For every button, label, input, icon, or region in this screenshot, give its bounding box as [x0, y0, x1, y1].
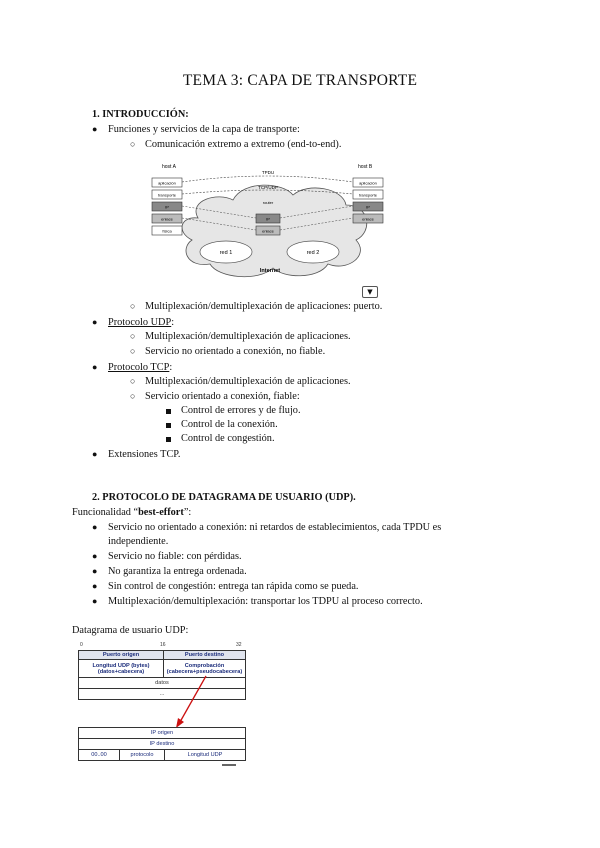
red-arrow [170, 672, 210, 730]
host-a-stack [152, 178, 182, 235]
list-item: Control de la conexión. [181, 419, 278, 430]
cell-udp-length: Longitud UDP (bytes) (datos+cabecera) [79, 660, 164, 678]
bullet: ● [92, 124, 98, 134]
list-item: Servicio no fiable: con pérdidas. [108, 551, 242, 562]
host-a-label: host A [162, 164, 176, 170]
list-item: Control de errores y de flujo. [181, 405, 301, 416]
bullet: ● [92, 317, 98, 327]
functionality-prefix: Funcionalidad “ [72, 507, 139, 518]
cell-ellipsis: ... [79, 689, 246, 700]
circle-bullet: ○ [130, 391, 136, 401]
bullet: ● [92, 566, 98, 576]
list-item: Multiplexación/demultiplexación: transportar los TDPU al proceso correcto. [108, 596, 423, 607]
protocol-udp-link: Protocolo UDP [108, 317, 172, 328]
bit-scale-32: 32 [236, 642, 242, 648]
cell-udp-length-pseudo: Longitud UDP [165, 750, 246, 761]
circle-bullet: ○ [130, 376, 136, 386]
red2-label: red 2 [306, 250, 320, 256]
layer-label: física [162, 228, 172, 234]
functionality-suffix: ”: [183, 507, 192, 518]
network-diagram [148, 160, 388, 285]
circle-bullet: ○ [130, 331, 136, 341]
router-ip-label: IP [266, 216, 270, 222]
layer-label: IP [165, 204, 169, 210]
list-item: Sin control de congestión: entrega tan rápida como se pueda. [108, 581, 359, 592]
bit-scale-0: 0 [80, 642, 83, 648]
list-item: Funciones y servicios de la capa de transporte: [108, 124, 300, 135]
list-item: Multiplexación/demultiplexación de aplicaciones. [145, 376, 351, 387]
cell-dest-port: Puerto destino [164, 651, 246, 660]
tpdu-label: TPDU [261, 170, 275, 175]
bullet: ● [92, 581, 98, 591]
udp-header-table [78, 650, 246, 700]
bullet: ● [92, 522, 98, 532]
list-item: Servicio orientado a conexión, fiable: [145, 391, 300, 402]
section2-heading: 2. PROTOCOLO DE DATAGRAMA DE USUARIO (UDP). [92, 492, 356, 503]
list-item: Multiplexación/demultiplexación de aplicaciones. [145, 331, 351, 342]
cell-ip-dest: IP destino [79, 739, 246, 750]
list-item: Extensiones TCP. [108, 449, 181, 460]
page-title: TEMA 3: CAPA DE TRANSPORTE [182, 72, 418, 89]
cell-checksum: Comprobación (cabecera+pseudocabecera) [164, 660, 246, 678]
cell-ip-source: IP origen [79, 728, 246, 739]
list-item-protocol-tcp: Protocolo TCP: [108, 362, 173, 373]
router-label: router [262, 200, 274, 205]
circle-bullet: ○ [130, 301, 136, 311]
cell-source-port: Puerto origen [79, 651, 164, 660]
layer-label: transporte [157, 192, 177, 198]
bit-scale-16: 16 [160, 642, 166, 648]
scan-mark [222, 764, 236, 766]
list-item: Servicio no orientado a conexión, no fiable. [145, 346, 326, 357]
functionality-term: best-effort [138, 507, 184, 518]
square-bullet [166, 409, 171, 414]
transport-label: TCP/UDP [258, 185, 278, 190]
circle-bullet: ○ [130, 346, 136, 356]
layer-label: enlace [362, 216, 374, 222]
figure-icon: ▼ [362, 286, 378, 298]
layer-label: aplicación [158, 180, 176, 186]
list-item: No garantiza la entrega ordenada. [108, 566, 247, 577]
red1-label: red 1 [219, 250, 233, 256]
layer-label: IP [366, 204, 370, 210]
circle-bullet: ○ [130, 139, 136, 149]
bullet: ● [92, 551, 98, 561]
internet-label: Internet [259, 268, 281, 274]
square-bullet [166, 423, 171, 428]
host-b-label: host B [358, 164, 373, 170]
cell-zeros: 00..00 [79, 750, 120, 761]
list-item-protocol-udp: Protocolo UDP: [108, 317, 175, 328]
list-item: Servicio no orientado a conexión: ni retardos de establecimientos, cada TPDU es [108, 522, 442, 533]
list-item: Comunicación extremo a extremo (end-to-end). [145, 139, 342, 150]
functionality-line [72, 506, 191, 519]
datagram-label: Datagrama de usuario UDP: [72, 625, 189, 636]
bullet: ● [92, 449, 98, 459]
protocol-tcp-link: Protocolo TCP [108, 362, 170, 373]
square-bullet [166, 437, 171, 442]
bullet: ● [92, 596, 98, 606]
layer-label: enlace [161, 216, 173, 222]
host-b-stack [353, 178, 383, 223]
tpdu-link [182, 176, 353, 182]
bullet: ● [92, 362, 98, 372]
router-link-label: enlace [262, 228, 274, 234]
section1-heading: 1. INTRODUCCIÓN: [92, 109, 189, 120]
cell-data: datos [79, 678, 246, 689]
layer-label: transporte [358, 192, 378, 198]
list-item-continuation: independiente. [108, 536, 169, 547]
list-item: Multiplexación/demultiplexación de aplicaciones: puerto. [145, 301, 383, 312]
cell-protocol: protocolo [120, 750, 165, 761]
pseudo-header-table [78, 727, 246, 761]
list-item: Control de congestión. [181, 433, 275, 444]
layer-label: aplicación [359, 180, 377, 186]
